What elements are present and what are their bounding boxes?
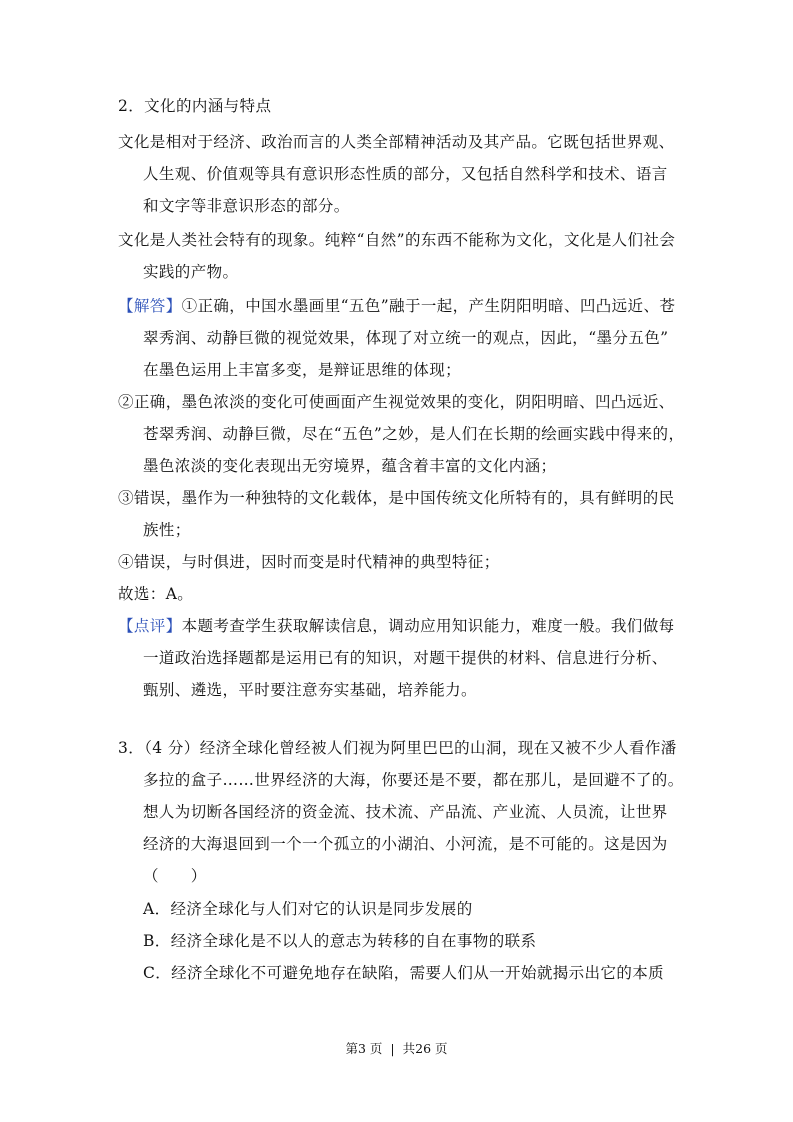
page-number: 第3 页 bbox=[345, 1041, 383, 1056]
page-footer bbox=[0, 1041, 793, 1057]
text-line: 想人为切断各国经济的资金流、技术流、产品流、产业流、人员流，让世界 bbox=[143, 803, 668, 821]
section-heading: 2．文化的内涵与特点 bbox=[118, 97, 272, 115]
comment-text: 本题考查学生获取解读信息，调动应用知识能力，难度一般。我们做每 bbox=[181, 617, 675, 635]
text-line: 实践的产物。 bbox=[143, 263, 239, 281]
text-line: 在墨色运用上丰富多变，是辩证思维的体现； bbox=[143, 361, 462, 379]
text-line: 人生观、价值观等具有意识形态性质的部分，又包括自然科学和技术、语言 bbox=[143, 165, 668, 183]
text-line: ③错误，墨作为一种独特的文化载体，是中国传统文化所特有的，具有鲜明的民 bbox=[118, 489, 675, 507]
text-line: 和文字等非意识形态的部分。 bbox=[143, 197, 350, 215]
text-line: 经济的大海退回到一个一个孤立的小湖泊、小河流，是不可能的。这是因为 bbox=[143, 835, 668, 853]
text-line: 文化是相对于经济、政治而言的人类全部精神活动及其产品。它既包括世界观、 bbox=[118, 133, 675, 151]
text-line: 翠秀润、动静巨微的视觉效果，体现了对立统一的观点，因此，“墨分五色” bbox=[143, 329, 669, 347]
comment-tag: 【点评】 bbox=[118, 617, 182, 635]
comment-line bbox=[118, 616, 675, 636]
answer-text: ①正确，中国水墨画里“五色”融于一起，产生阴阳明暗、凹凸远近、苍 bbox=[181, 297, 676, 315]
text-line: 一道政治选择题都是运用已有的知识，对题干提供的材料、信息进行分析、 bbox=[143, 649, 668, 667]
text-line: 多拉的盒子……世界经济的大海，你要还是不要，都在那儿，是回避不了的。 bbox=[143, 771, 684, 789]
answer-tag: 【解答】 bbox=[118, 297, 182, 315]
option-b: B．经济全球化是不以人的意志为转移的自在事物的联系 bbox=[143, 932, 537, 950]
text-line: ②正确，墨色浓淡的变化可使画面产生视觉效果的变化，阴阳明暗、凹凸远近、 bbox=[118, 393, 675, 411]
text-line: 文化是人类社会特有的现象。纯粹“自然”的东西不能称为文化，文化是人们社会 bbox=[118, 231, 676, 249]
answer-blank: （ ） bbox=[143, 867, 207, 885]
text-line: ④错误，与时俱进，因时而变是时代精神的典型特征； bbox=[118, 553, 500, 571]
text-line: 墨色浓淡的变化表现出无穷境界，蕴含着丰富的文化内涵； bbox=[143, 457, 557, 475]
text-line: 甄别、遴选，平时要注意夯实基础，培养能力。 bbox=[143, 681, 477, 699]
option-c: C．经济全球化不可避免地存在缺陷，需要人们从一开始就揭示出它的本质 bbox=[143, 964, 665, 982]
text-line: 族性； bbox=[143, 521, 191, 539]
option-a: A．经济全球化与人们对它的认识是同步发展的 bbox=[143, 900, 473, 918]
text-line: 苍翠秀润、动静巨微，尽在“五色”之妙，是人们在长期的绘画实践中得来的， bbox=[143, 425, 685, 443]
footer-separator: | bbox=[390, 1041, 395, 1056]
question-stem: 3．（4 分）经济全球化曾经被人们视为阿里巴巴的山洞，现在又被不少人看作潘 bbox=[118, 739, 677, 757]
answer-line bbox=[118, 296, 675, 316]
answer-choice: 故选：A。 bbox=[118, 585, 194, 603]
page-total: 共26 页 bbox=[402, 1041, 448, 1056]
